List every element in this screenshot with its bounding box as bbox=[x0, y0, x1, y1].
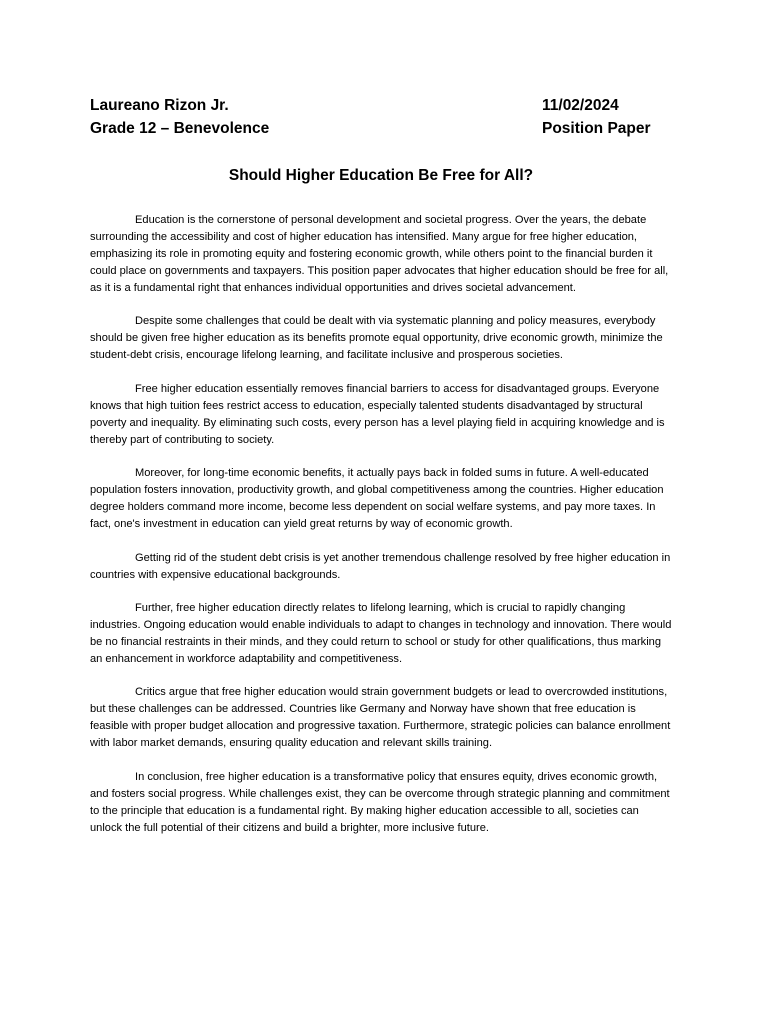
document-page bbox=[90, 94, 672, 853]
paper-title: Should Higher Education Be Free for All? bbox=[228, 167, 534, 184]
document-type: Position Paper bbox=[542, 120, 651, 137]
paragraph: Getting rid of the student debt crisis is yet another tremendous challenge resolved by free higher education in countries with expensive educational backgrounds. bbox=[90, 551, 671, 581]
header-row-2 bbox=[90, 117, 672, 140]
paragraph: Critics argue that free higher education would strain government budgets or lead to overcrowded institutions, but these challenges can be addressed. Countries like Germany and Norway have shown that free education is feasible with proper budget allocation and progressive taxation. Furthermore, strategic policies can balance enrollment with labor market demands, ensuring quality education and relevant skills training. bbox=[90, 686, 671, 750]
header-row-1 bbox=[90, 94, 672, 117]
paragraph: Free higher education essentially removes financial barriers to access for disadvantaged groups. Everyone knows that high tuition fees restrict access to education, especially talented students disadvantaged by structural poverty and inequality. By eliminating such costs, every person has a level playing field in acquiring knowledge and is thereby part of contributing to society. bbox=[90, 382, 665, 446]
paper-body bbox=[90, 212, 672, 837]
document-date: 11/02/2024 bbox=[542, 97, 619, 114]
author-name: Laureano Rizon Jr. bbox=[90, 97, 229, 114]
grade-section: Grade 12 – Benevolence bbox=[90, 120, 270, 137]
paragraph: Further, free higher education directly relates to lifelong learning, which is crucial to rapidly changing industries. Ongoing education would enable individuals to adapt to changes in technology and innovation. There would be no financial restraints in their minds, and they could return to school or study for other qualifications, thus marking an enhancement in workforce adaptability and competitiveness. bbox=[90, 601, 672, 665]
paragraph: Moreover, for long-time economic benefits, it actually pays back in folded sums in future. A well-educated population fosters innovation, productivity growth, and global competitiveness among the countries. Higher education degree holders command more income, become less dependent on social welfare systems, and pay more taxes. In fact, one's investment in education can yield great returns by way of economic growth. bbox=[90, 467, 664, 531]
paragraph: Education is the cornerstone of personal development and societal progress. Over the years, the debate surrounding the accessibility and cost of higher education has intensified. Many argue for free higher education, emphasizing its role in promoting equity and fostering economic growth, while others point to the financial burden it could place on governments and taxpayers. This position paper advocates that higher education should be free for all, as it is a fundamental right that enhances individual opportunities and drives societal advancement. bbox=[90, 214, 669, 294]
paragraph: In conclusion, free higher education is a transformative policy that ensures equity, drives economic growth, and fosters social progress. While challenges exist, they can be overcome through strategic planning and commitment to the principle that education is a fundamental right. By making higher education accessible to all, societies can unlock the full potential of their citizens and build a brighter, more inclusive future. bbox=[90, 770, 670, 834]
paragraph: Despite some challenges that could be dealt with via systematic planning and policy measures, everybody should be given free higher education as its benefits promote equal opportunity, drive economic growth, minimize the student-debt crisis, encourage lifelong learning, and facilitate inclusive and prosperous societies. bbox=[90, 315, 663, 362]
